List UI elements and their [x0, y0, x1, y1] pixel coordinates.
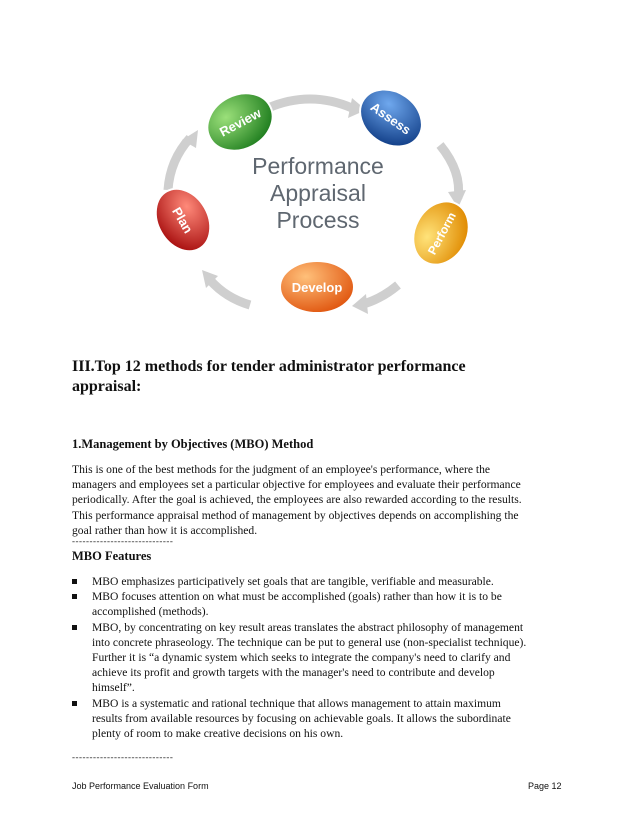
- cycle-arrow: [268, 99, 352, 108]
- cycle-arrow: [210, 280, 250, 305]
- stage-assess: [349, 80, 433, 158]
- method-description: [72, 462, 562, 538]
- list-item: [72, 589, 562, 619]
- separator: -----------------------------: [72, 536, 174, 546]
- section-heading-line: III.Top 12 methods for tender administrator performance: [72, 358, 466, 375]
- stage-review: [197, 82, 282, 162]
- stage-review-label: Review: [216, 105, 264, 140]
- performance-appraisal-diagram: [140, 80, 480, 325]
- list-item-line: MBO emphasizes participatively set goals that are tangible, verifiable and measurable.: [92, 575, 494, 588]
- diagram-title-line: Appraisal: [270, 180, 366, 206]
- list-item-line: MBO, by concentrating on key result areas translates the abstract philosophy of management: [92, 620, 524, 634]
- features-list: [72, 574, 562, 741]
- cycle-diagram: [140, 80, 480, 325]
- separator: -----------------------------: [72, 752, 174, 762]
- list-item-line: results from available resources by focusing on achievable goals. It allows the subordinate: [92, 711, 511, 725]
- list-item: [72, 696, 562, 742]
- bullet-icon: [72, 625, 77, 630]
- stage-develop-label: Develop: [291, 280, 343, 295]
- section-heading: [72, 357, 542, 397]
- diagram-title-line: Process: [276, 207, 360, 233]
- arrow-head: [352, 294, 368, 314]
- list-item: [72, 574, 562, 589]
- paragraph-line: This performance appraisal method of management by objectives depends on accomplishing the: [72, 508, 519, 522]
- stage-plan-label: Plan: [169, 204, 196, 236]
- list-item-line: achieve its profit and growth targets with the manager's need to contribute and develop: [92, 666, 495, 680]
- bullet-icon: [72, 579, 77, 584]
- cycle-arrow: [168, 138, 190, 190]
- paragraph-line: periodically. After the goal is achieved, the employees are also rewarded according to the results.: [72, 493, 522, 507]
- list-item-line: into concrete phraseology. The technique can be put to general use (non-specialist technique).: [92, 635, 527, 649]
- bullet-icon: [72, 701, 77, 706]
- list-item: [72, 620, 562, 696]
- method-title: 1.Management by Objectives (MBO) Method: [72, 437, 314, 451]
- diagram-title-line: Performance: [252, 153, 384, 179]
- paragraph-line: managers and employees set a particular objective for employees and evaluate their performance: [72, 478, 521, 492]
- bullet-icon: [72, 594, 77, 599]
- list-item-line: MBO is a systematic and rational technique that allows management to attain maximum: [92, 696, 501, 710]
- stage-perform: [403, 192, 480, 275]
- paragraph-line: This is one of the best methods for the judgment of an employee's performance, where the: [72, 463, 491, 476]
- stage-plan: [145, 179, 221, 261]
- stage-develop: [280, 261, 354, 313]
- list-item-line: accomplished (methods).: [92, 605, 209, 619]
- footer-title: Job Performance Evaluation Form: [72, 781, 209, 791]
- list-item-line: Further it is “a dynamic system which seeks to integrate the company's need to clarify and: [92, 651, 511, 665]
- list-item-line: MBO focuses attention on what must be accomplished (goals) rather than how it is to be: [92, 590, 502, 604]
- page-number: Page 12: [528, 781, 562, 791]
- stage-assess-label: Assess: [367, 99, 414, 138]
- section-heading-line: appraisal:: [72, 378, 142, 395]
- stage-perform-label: Perform: [424, 209, 459, 258]
- cycle-arrow: [440, 145, 459, 198]
- paragraph-line: goal rather than how it is accomplished.: [72, 523, 258, 537]
- list-item-line: plenty of room to make creative decisions on his own.: [92, 727, 344, 741]
- list-item-line: himself”.: [92, 681, 135, 695]
- features-title: MBO Features: [72, 549, 152, 563]
